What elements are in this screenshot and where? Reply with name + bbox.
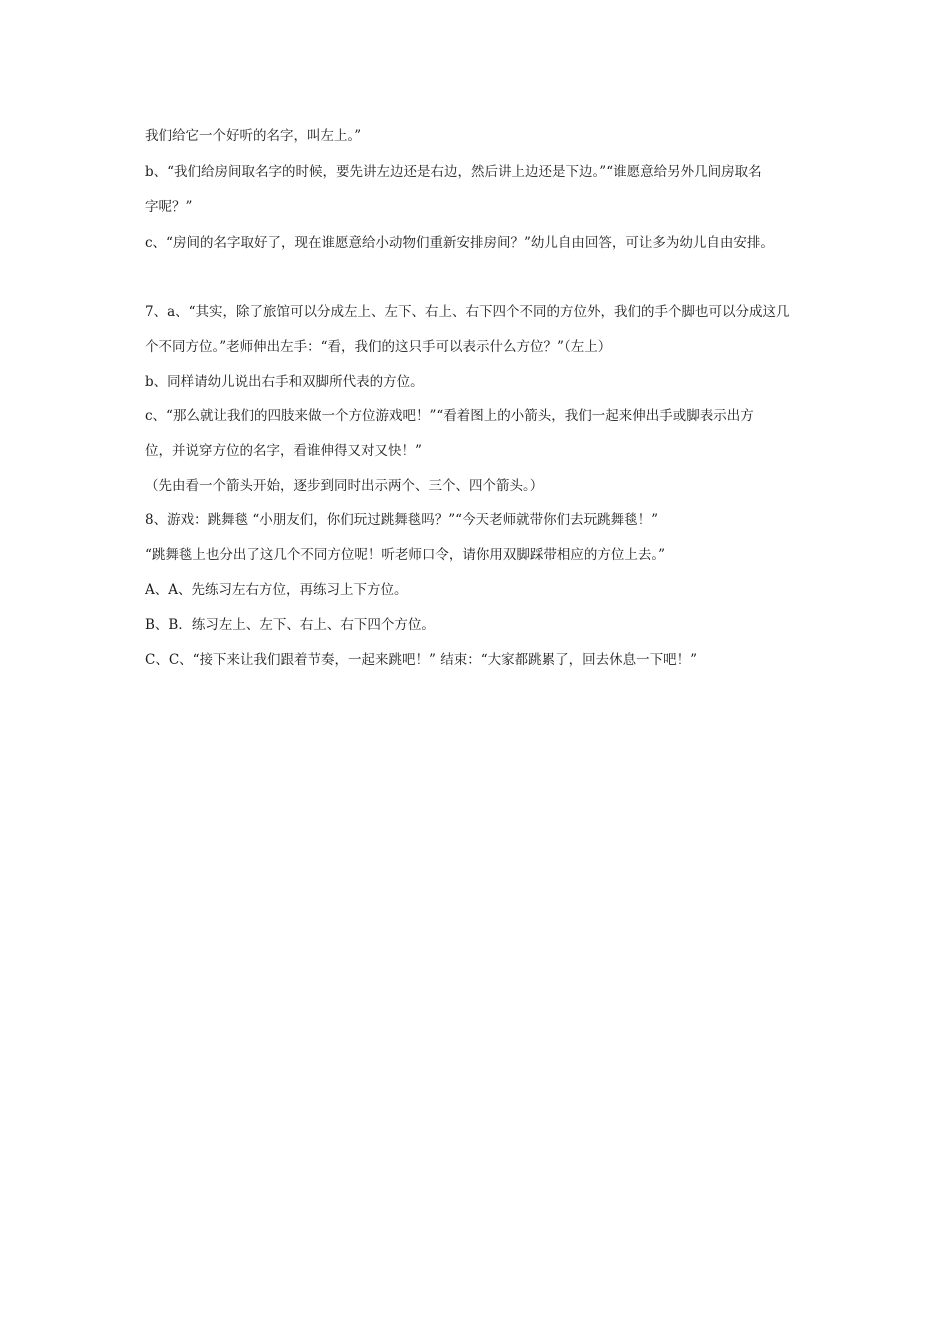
text-line: B、B．练习左上、左下、右上、右下四个方位。 [145, 617, 435, 633]
text-line: 字呢？” [145, 199, 193, 215]
text-line: 我们给它一个好听的名字，叫左上。” [145, 128, 362, 144]
text-line: b、同样请幼儿说出右手和双脚所代表的方位。 [145, 374, 424, 390]
text-line: 个不同方位。”老师伸出左手：“看，我们的这只手可以表示什么方位？”（左上） [145, 339, 612, 355]
text-line: 位，并说穿方位的名字，看谁伸得又对又快！” [145, 443, 422, 459]
text-line: c、“房间的名字取好了，现在谁愿意给小动物们重新安排房间？”幼儿自由回答，可让多为幼儿自由安排。 [145, 235, 774, 251]
text-line: c、“那么就让我们的四肢来做一个方位游戏吧！”“看着图上的小箭头，我们一起来伸出手或脚表示出方 [145, 408, 754, 424]
text-line: C、C、“接下来让我们跟着节奏，一起来跳吧！” 结束：“大家都跳累了，回去休息一下吧！” [145, 652, 698, 668]
text-line: 8、游戏：跳舞毯 “小朋友们，你们玩过跳舞毯吗？”“今天老师就带你们去玩跳舞毯！” [145, 512, 658, 528]
text-line: 7、a、“其实，除了旅馆可以分成左上、左下、右上、右下四个不同的方位外，我们的手个脚也可以分成这几 [145, 304, 790, 320]
text-line: b、“我们给房间取名字的时候，要先讲左边还是右边，然后讲上边还是下边。”“谁愿意给另外几间房取名 [145, 164, 762, 180]
text-line: A、A、先练习左右方位，再练习上下方位。 [145, 582, 408, 598]
text-line: （先由看一个箭头开始，逐步到同时出示两个、三个、四个箭头。） [145, 478, 544, 494]
text-line: “跳舞毯上也分出了这几个不同方位呢！听老师口令，请你用双脚踩带相应的方位上去。” [145, 547, 666, 563]
